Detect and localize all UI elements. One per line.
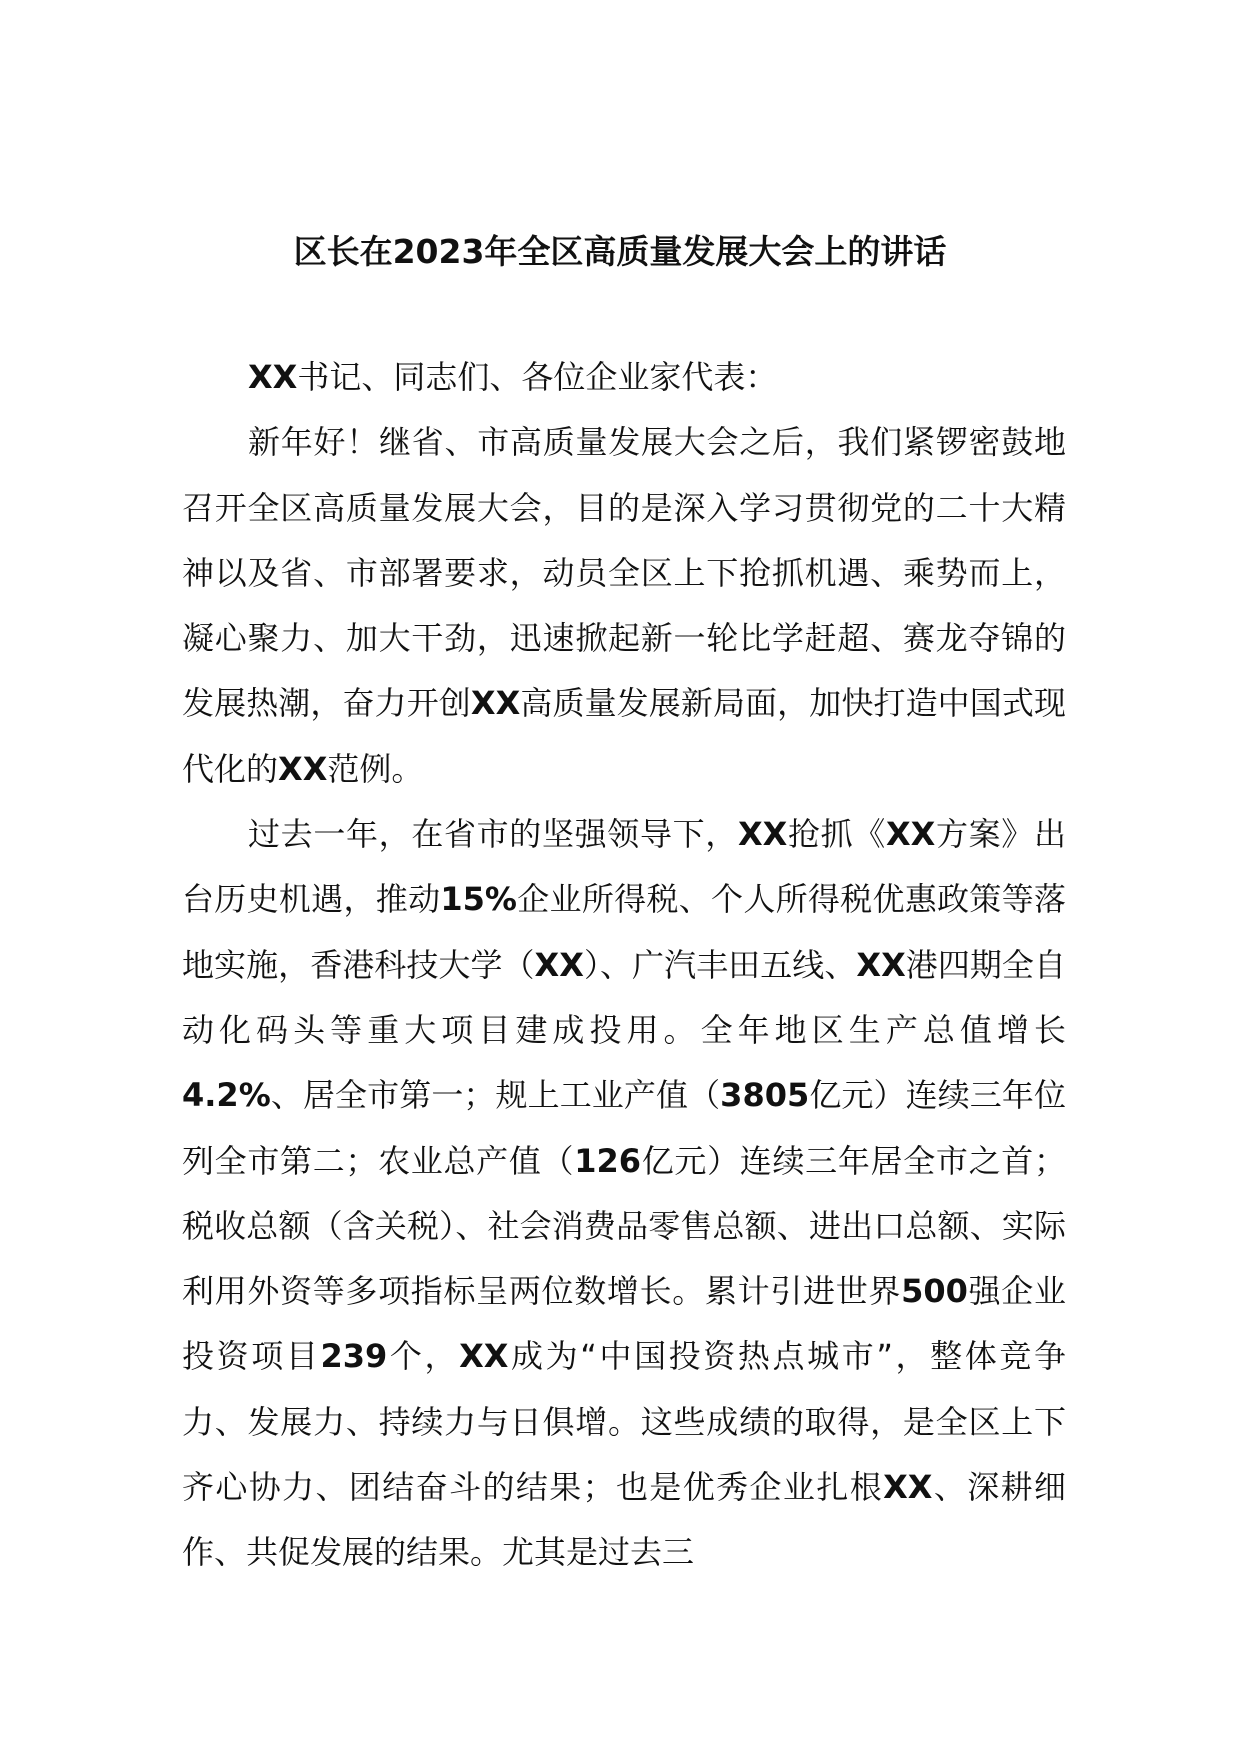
bold-text-run: XX xyxy=(459,1337,509,1376)
bold-text-run: 126 xyxy=(574,1141,642,1180)
text-run: 亿元）连续三年居全市之首；税收总额（含关税）、社会消费品零售总额、进出口总额、实际利用外资等多项指标呈两位数增长。累计引进世界 xyxy=(182,1141,1066,1311)
bold-text-run: 239 xyxy=(320,1337,388,1376)
text-run: ）、广汽丰田五线、 xyxy=(583,945,857,984)
text-run: 过去一年，在省市的坚强领导下， xyxy=(248,815,738,854)
document-body xyxy=(182,345,1066,1586)
body-paragraph xyxy=(182,345,1066,410)
bold-text-run: XX xyxy=(278,749,328,788)
bold-text-run: XX xyxy=(737,815,788,854)
bold-text-run: XX xyxy=(534,945,584,984)
bold-text-run: XX xyxy=(885,815,936,854)
text-run: 成为“中国投资热点城市”，整体竞争力、发展力、持续力与日俱增。这些成绩的取得，是全区上下齐心协力、团结奋斗的结果；也是优秀企业扎根 xyxy=(182,1337,1066,1507)
bold-text-run: XX xyxy=(856,945,906,984)
bold-text-run: 500 xyxy=(901,1272,968,1311)
text-run: 企业所得税、个人所得税优惠政策等落地实施，香港科技大学（ xyxy=(182,880,1066,984)
bold-text-run: XX xyxy=(883,1468,933,1507)
body-paragraph xyxy=(182,410,1066,802)
bold-text-run: 4.2% xyxy=(182,1076,271,1115)
text-run: 方案》出台历史机遇，推动 xyxy=(182,815,1066,919)
text-run: 、居全市第一；规上工业产值（ xyxy=(270,1076,721,1115)
body-paragraph xyxy=(182,802,1066,1586)
text-run: 书记、同志们、各位企业家代表： xyxy=(297,358,778,396)
document-title: 区长在2023年全区高质量发展大会上的讲话 xyxy=(293,232,947,271)
text-run: 范例。 xyxy=(327,749,424,788)
text-run: 个， xyxy=(387,1337,460,1376)
text-run: 亿元）连续三年位列全市第二；农业总产值（ xyxy=(182,1076,1066,1180)
bold-text-run: 3805 xyxy=(720,1076,810,1115)
bold-text-run: 15% xyxy=(440,880,517,919)
bold-text-run: XX xyxy=(470,684,521,723)
text-run: 抢抓《 xyxy=(787,815,886,854)
text-run: 、深耕细作、共促发展的结果。尤其是过去三 xyxy=(182,1468,1066,1572)
text-run: 强企业投资项目 xyxy=(182,1272,1066,1376)
text-run: 新年好！继省、市高质量发展大会之后，我们紧锣密鼓地召开全区高质量发展大会，目的是深入学习贯彻党的二十大精神以及省、市部署要求，动员全区上下抢抓机遇、乘势而上，凝心聚力、加大干劲，迅速掀起新一轮比学赶超、赛龙夺锦的发展热潮，奋力开创 xyxy=(182,423,1066,723)
text-run: 高质量发展新局面，加快打造中国式现代化的 xyxy=(182,684,1066,788)
bold-text-run: XX xyxy=(248,358,298,396)
text-run: 港四期全自动化码头等重大项目建成投用。全年地区生产总值增长 xyxy=(182,945,1066,1049)
